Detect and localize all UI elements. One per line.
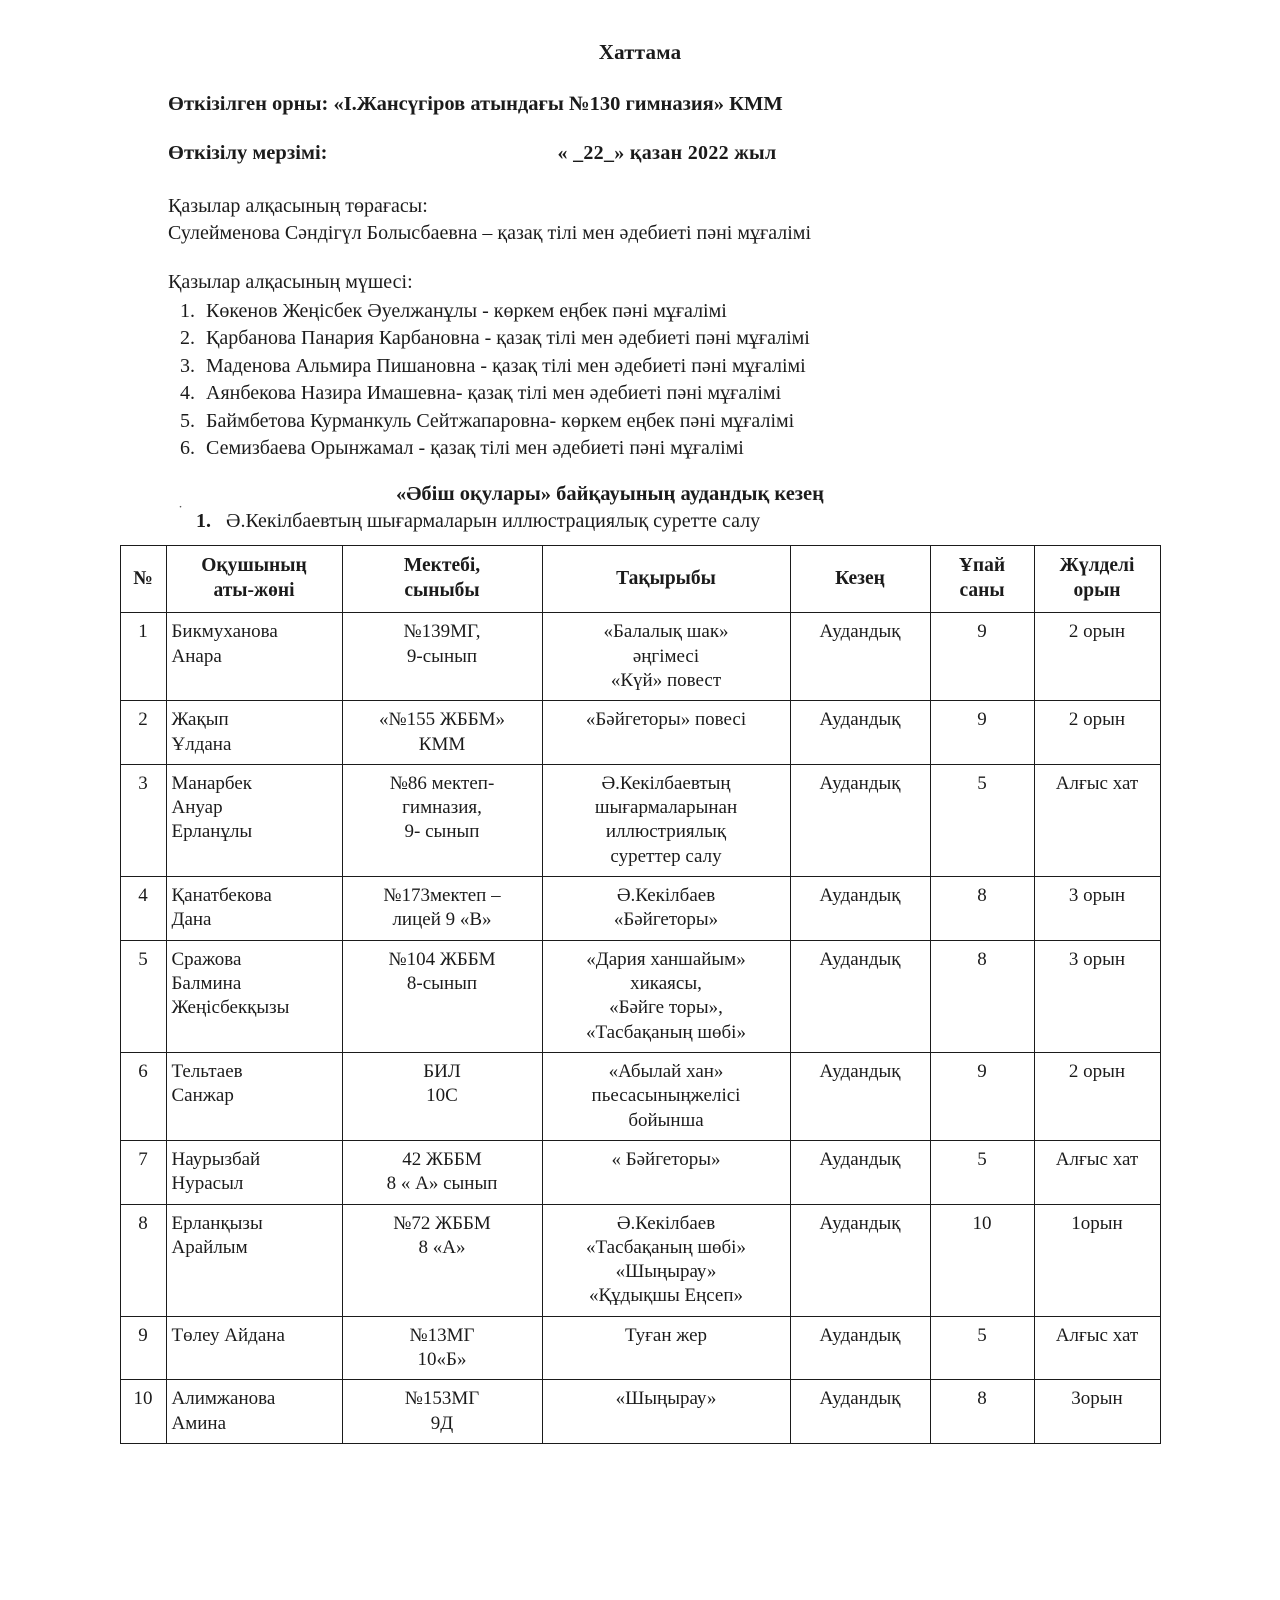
cell-number: 8 — [120, 1204, 166, 1316]
cell-student-name: Сражова Балмина Жеңісбекқызы — [166, 940, 342, 1052]
column-header-points: Ұпай саны — [930, 546, 1034, 613]
members-list — [168, 298, 1210, 461]
list-item: 2. Қарбанова Панария Карбановна - қазақ тілі мен әдебиеті пәні мұғалімі — [200, 325, 1210, 351]
table-row — [120, 1140, 1160, 1204]
cell-school: №153МГ 9Д — [342, 1380, 542, 1444]
cell-topic: «Абылай хан» пьесасыныңжелісі бойынша — [542, 1052, 790, 1140]
cell-student-name: Манарбек Ануар Ерланұлы — [166, 764, 342, 876]
place-line — [168, 93, 1210, 116]
cell-topic: « Бәйгеторы» — [542, 1140, 790, 1204]
cell-points: 5 — [930, 1316, 1034, 1380]
tick-mark: ˙ — [178, 504, 183, 521]
cell-stage: Аудандық — [790, 877, 930, 941]
cell-topic: Ә.Кекілбаев «Тасбақаның шөбі» «Шыңырау» «Құдықшы Еңсеп» — [542, 1204, 790, 1316]
cell-stage: Аудандық — [790, 1380, 930, 1444]
table-header — [120, 546, 1160, 613]
cell-student-name: Тельтаев Санжар — [166, 1052, 342, 1140]
page-title: Хаттама — [598, 40, 682, 64]
cell-topic: «Дария ханшайым» хикаясы, «Бәйге торы», «Тасбақаның шөбі» — [542, 940, 790, 1052]
table-row — [120, 1052, 1160, 1140]
cell-school: №139МГ, 9-сынып — [342, 613, 542, 701]
table-row — [120, 764, 1160, 876]
cell-school: 42 ЖББМ 8 « А» сынып — [342, 1140, 542, 1204]
cell-number: 7 — [120, 1140, 166, 1204]
cell-points: 8 — [930, 877, 1034, 941]
cell-number: 4 — [120, 877, 166, 941]
task-row — [0, 504, 1280, 533]
cell-stage: Аудандық — [790, 1316, 930, 1380]
cell-prize: 1орын — [1034, 1204, 1160, 1316]
cell-topic: «Шыңырау» — [542, 1380, 790, 1444]
column-header-topic: Тақырыбы — [542, 546, 790, 613]
list-item: 5. Баймбетова Курманкуль Сейтжапаровна- көркем еңбек пәні мұғалімі — [200, 408, 1210, 434]
cell-stage: Аудандық — [790, 1140, 930, 1204]
cell-points: 5 — [930, 1140, 1034, 1204]
cell-points: 8 — [930, 1380, 1034, 1444]
place-label: Өткізілген орны: — [168, 93, 329, 115]
cell-school: №72 ЖББМ 8 «А» — [342, 1204, 542, 1316]
members-label: Қазылар алқасының мүшесі: — [168, 271, 413, 293]
cell-student-name: Бикмуханова Анара — [166, 613, 342, 701]
cell-prize: 2 орын — [1034, 1052, 1160, 1140]
cell-student-name: Ерланқызы Арайлым — [166, 1204, 342, 1316]
cell-number: 9 — [120, 1316, 166, 1380]
column-header-school: Мектебі, сыныбы — [342, 546, 542, 613]
date-value: « _22_» қазан 2022 жыл — [557, 142, 777, 164]
table-row — [120, 1204, 1160, 1316]
chair-name: Сулейменова Сәндігүл Болысбаевна – қазақ тілі мен әдебиеті пәні мұғалімі — [168, 222, 812, 244]
column-header-student-name: Оқушының аты-жөні — [166, 546, 342, 613]
cell-topic: Ә.Кекілбаев «Бәйгеторы» — [542, 877, 790, 941]
table-row — [120, 1380, 1160, 1444]
cell-points: 8 — [930, 940, 1034, 1052]
cell-topic: Туған жер — [542, 1316, 790, 1380]
cell-topic: «Бәйгеторы» повесі — [542, 701, 790, 765]
document-header-block — [0, 93, 1280, 461]
cell-topic: «Балалық шак» әңгімесі «Күй» повест — [542, 613, 790, 701]
section-title: «Әбіш оқулары» байқауының аудандық кезең — [396, 483, 824, 506]
cell-topic: Ә.Кекілбаевтың шығармаларынан иллюстриялық суреттер салу — [542, 764, 790, 876]
task-text: Ә.Кекілбаевтың шығармаларын иллюстрациялық суретте салу — [226, 510, 761, 533]
cell-prize: 3орын — [1034, 1380, 1160, 1444]
cell-school: №86 мектеп- гимназия, 9- сынып — [342, 764, 542, 876]
table-row — [120, 613, 1160, 701]
date-label: Өткізілу мерзімі: — [168, 142, 328, 164]
cell-prize: 2 орын — [1034, 701, 1160, 765]
cell-stage: Аудандық — [790, 940, 930, 1052]
cell-prize: Алғыс хат — [1034, 764, 1160, 876]
cell-number: 6 — [120, 1052, 166, 1140]
cell-school: №13МГ 10«Б» — [342, 1316, 542, 1380]
cell-points: 9 — [930, 1052, 1034, 1140]
cell-number: 10 — [120, 1380, 166, 1444]
list-item: 3. Маденова Альмира Пишановна - қазақ тілі мен әдебиеті пәні мұғалімі — [200, 353, 1210, 379]
cell-number: 2 — [120, 701, 166, 765]
cell-school: №104 ЖББМ 8-сынып — [342, 940, 542, 1052]
table-row — [120, 877, 1160, 941]
cell-number: 1 — [120, 613, 166, 701]
cell-points: 10 — [930, 1204, 1034, 1316]
chair-label: Қазылар алқасының төрағасы: — [168, 195, 428, 217]
task-number: 1. — [196, 510, 211, 533]
cell-student-name: Қанатбекова Дана — [166, 877, 342, 941]
results-table — [120, 545, 1161, 1444]
cell-student-name: Наурызбай Нурасыл — [166, 1140, 342, 1204]
place-value: «І.Жансүгіров атындағы №130 гимназия» КММ — [333, 93, 783, 115]
cell-student-name: Жақып Ұлдана — [166, 701, 342, 765]
list-item: 4. Аянбекова Назира Имашевна- қазақ тілі мен әдебиеті пәні мұғалімі — [200, 380, 1210, 406]
cell-school: БИЛ 10С — [342, 1052, 542, 1140]
cell-school: «№155 ЖББМ» КММ — [342, 701, 542, 765]
date-row — [168, 142, 1210, 165]
cell-student-name: Алимжанова Амина — [166, 1380, 342, 1444]
table-row — [120, 1316, 1160, 1380]
cell-number: 3 — [120, 764, 166, 876]
list-item: 6. Семизбаева Орынжамал - қазақ тілі мен әдебиеті пәні мұғалімі — [200, 435, 1210, 461]
cell-stage: Аудандық — [790, 764, 930, 876]
cell-points: 5 — [930, 764, 1034, 876]
cell-stage: Аудандық — [790, 1204, 930, 1316]
table-row — [120, 701, 1160, 765]
cell-prize: Алғыс хат — [1034, 1316, 1160, 1380]
cell-stage: Аудандық — [790, 701, 930, 765]
table-row — [120, 940, 1160, 1052]
column-header-number: № — [120, 546, 166, 613]
cell-school: №173мектеп – лицей 9 «В» — [342, 877, 542, 941]
cell-points: 9 — [930, 613, 1034, 701]
column-header-prize: Жүлделі орын — [1034, 546, 1160, 613]
cell-prize: Алғыс хат — [1034, 1140, 1160, 1204]
cell-stage: Аудандық — [790, 1052, 930, 1140]
cell-stage: Аудандық — [790, 613, 930, 701]
table-header-row — [120, 546, 1160, 613]
column-header-stage: Кезең — [790, 546, 930, 613]
cell-prize: 2 орын — [1034, 613, 1160, 701]
list-item: 1. Көкенов Жеңісбек Әуелжанұлы - көркем еңбек пәні мұғалімі — [200, 298, 1210, 324]
cell-prize: 3 орын — [1034, 877, 1160, 941]
table-body — [120, 613, 1160, 1444]
cell-points: 9 — [930, 701, 1034, 765]
cell-number: 5 — [120, 940, 166, 1052]
cell-prize: 3 орын — [1034, 940, 1160, 1052]
cell-student-name: Төлеу Айдана — [166, 1316, 342, 1380]
